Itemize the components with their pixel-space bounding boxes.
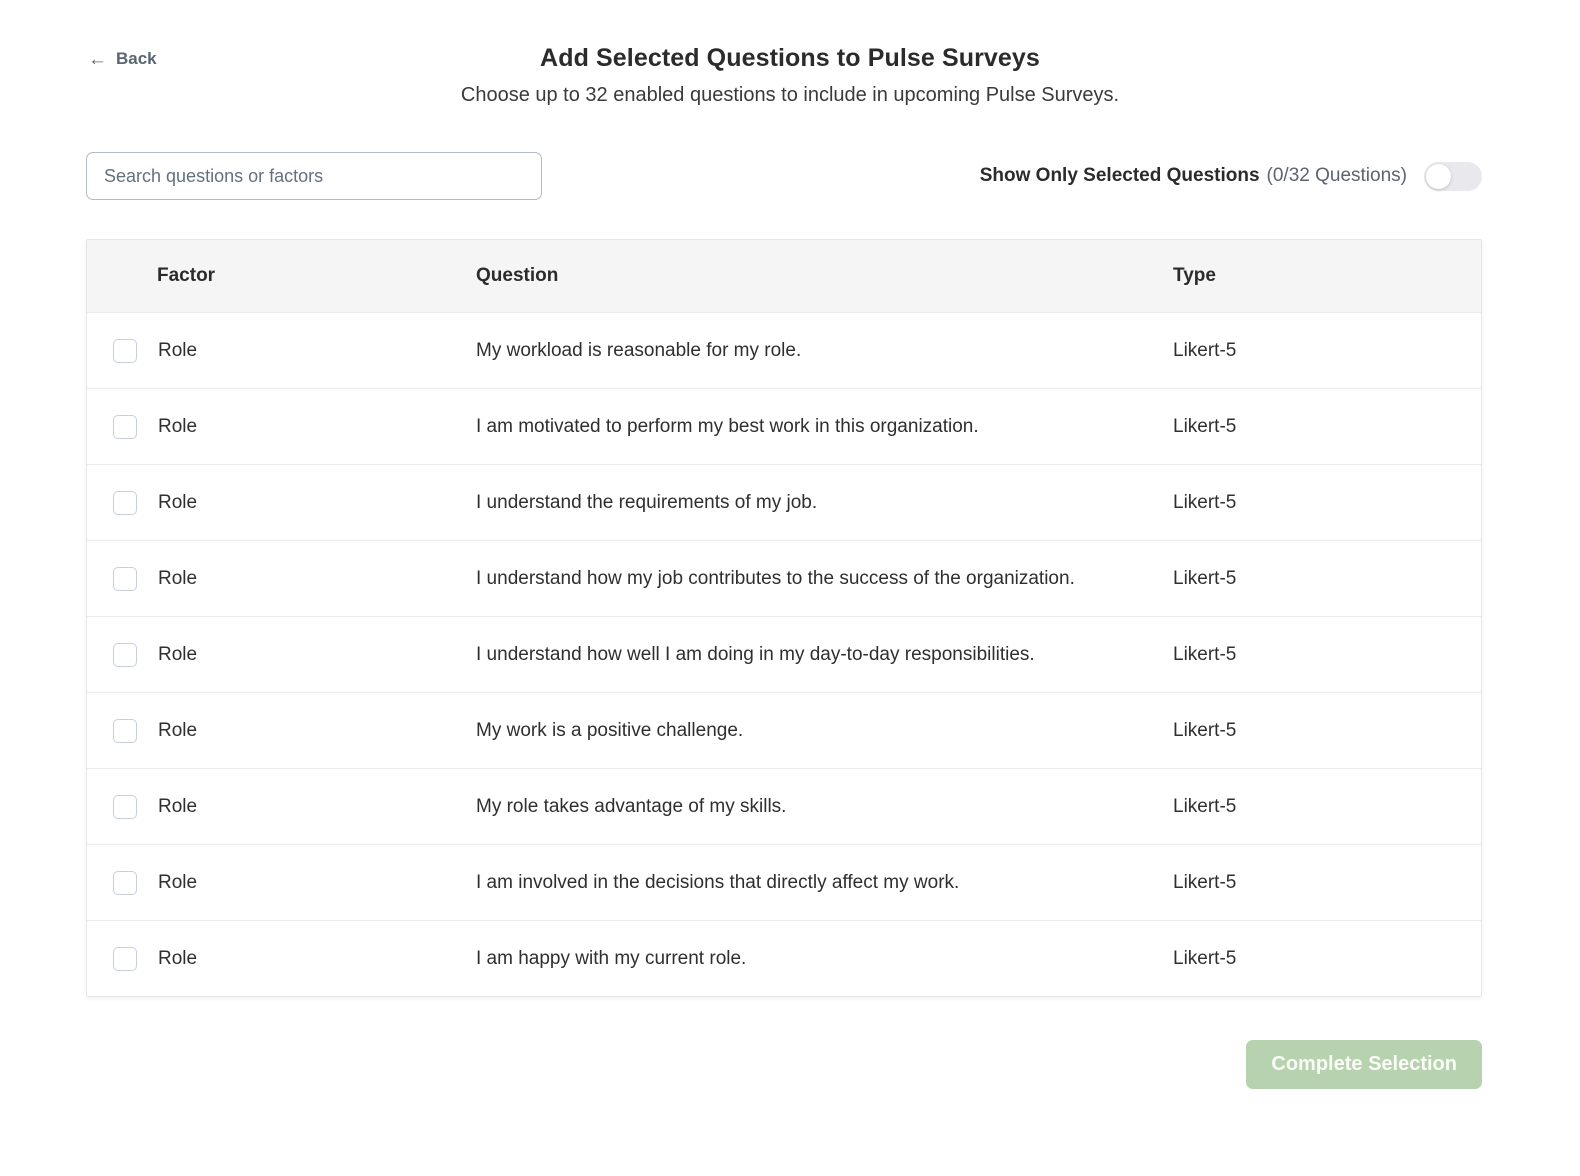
question-cell	[476, 644, 1169, 666]
toggle-knob	[1426, 164, 1451, 189]
row-checkbox[interactable]	[113, 719, 137, 743]
table-row[interactable]	[87, 388, 1481, 464]
factor-cell	[87, 567, 476, 591]
factor-label: Role	[158, 947, 198, 969]
row-checkbox[interactable]	[113, 795, 137, 819]
row-checkbox[interactable]	[113, 567, 137, 591]
question-cell	[476, 340, 1169, 362]
question-cell	[476, 720, 1169, 742]
question-text: I am motivated to perform my best work in this organization.	[476, 415, 979, 437]
row-checkbox[interactable]	[113, 871, 137, 895]
question-cell	[476, 416, 1169, 438]
questions-table	[86, 239, 1482, 997]
table-row[interactable]	[87, 616, 1481, 692]
column-header-factor: Factor	[157, 265, 216, 286]
factor-label: Role	[158, 567, 198, 589]
page-subtitle: Choose up to 32 enabled questions to include in upcoming Pulse Surveys.	[460, 84, 1120, 106]
factor-label: Role	[158, 795, 198, 817]
type-cell	[1169, 720, 1481, 742]
controls-row	[86, 152, 1482, 200]
complete-selection-button[interactable]: Complete Selection	[1246, 1040, 1482, 1089]
row-checkbox[interactable]	[113, 491, 137, 515]
factor-label: Role	[158, 719, 198, 741]
table-header	[87, 240, 1481, 312]
question-text: I am happy with my current role.	[476, 947, 747, 969]
question-cell	[476, 948, 1169, 970]
factor-label: Role	[158, 871, 198, 893]
type-cell	[1169, 796, 1481, 818]
factor-label: Role	[158, 491, 198, 513]
type-cell	[1169, 492, 1481, 514]
page-title: Add Selected Questions to Pulse Surveys	[540, 44, 1040, 72]
row-checkbox[interactable]	[113, 339, 137, 363]
back-button[interactable]	[88, 49, 157, 69]
table-row[interactable]	[87, 540, 1481, 616]
question-text: I understand how well I am doing in my day-to-day responsibilities.	[476, 643, 1035, 665]
question-cell	[476, 492, 1169, 514]
type-label: Likert-5	[1173, 871, 1237, 893]
table-row[interactable]	[87, 312, 1481, 388]
left-arrow-icon: ←	[88, 48, 107, 70]
row-checkbox[interactable]	[113, 947, 137, 971]
type-cell	[1169, 872, 1481, 894]
column-header-question: Question	[476, 265, 559, 286]
table-body	[87, 312, 1481, 996]
factor-cell	[87, 415, 476, 439]
type-label: Likert-5	[1173, 491, 1237, 513]
table-row[interactable]	[87, 692, 1481, 768]
factor-label: Role	[158, 415, 198, 437]
type-cell	[1169, 568, 1481, 590]
factor-label: Role	[158, 643, 198, 665]
table-row[interactable]	[87, 464, 1481, 540]
table-row[interactable]	[87, 920, 1481, 996]
type-label: Likert-5	[1173, 643, 1237, 665]
type-label: Likert-5	[1173, 719, 1237, 741]
question-cell	[476, 872, 1169, 894]
type-label: Likert-5	[1173, 415, 1237, 437]
toggle-label: Show Only Selected Questions	[979, 165, 1260, 186]
question-cell	[476, 568, 1169, 590]
question-text: My workload is reasonable for my role.	[476, 339, 802, 361]
type-label: Likert-5	[1173, 567, 1237, 589]
back-label: Back	[116, 49, 157, 68]
show-selected-toggle-group	[980, 162, 1482, 191]
factor-label: Role	[158, 339, 198, 361]
table-row[interactable]	[87, 844, 1481, 920]
footer	[86, 1040, 1482, 1089]
show-selected-toggle[interactable]	[1424, 162, 1482, 191]
search-input[interactable]	[86, 152, 542, 200]
question-cell	[476, 796, 1169, 818]
type-cell	[1169, 340, 1481, 362]
column-header-type: Type	[1173, 265, 1216, 286]
factor-cell	[87, 491, 476, 515]
question-text: My work is a positive challenge.	[476, 719, 744, 741]
question-text: I am involved in the decisions that directly affect my work.	[476, 871, 960, 893]
type-cell	[1169, 416, 1481, 438]
factor-cell	[87, 719, 476, 743]
factor-cell	[87, 339, 476, 363]
row-checkbox[interactable]	[113, 415, 137, 439]
type-cell	[1169, 948, 1481, 970]
question-text: I understand the requirements of my job.	[476, 491, 818, 513]
factor-cell	[87, 795, 476, 819]
factor-cell	[87, 871, 476, 895]
question-text: I understand how my job contributes to the success of the organization.	[476, 567, 1075, 589]
row-checkbox[interactable]	[113, 643, 137, 667]
table-row[interactable]	[87, 768, 1481, 844]
toggle-count: (0/32 Questions)	[1266, 165, 1407, 186]
question-text: My role takes advantage of my skills.	[476, 795, 787, 817]
type-label: Likert-5	[1173, 947, 1237, 969]
type-cell	[1169, 644, 1481, 666]
type-label: Likert-5	[1173, 795, 1237, 817]
factor-cell	[87, 643, 476, 667]
type-label: Likert-5	[1173, 339, 1237, 361]
factor-cell	[87, 947, 476, 971]
